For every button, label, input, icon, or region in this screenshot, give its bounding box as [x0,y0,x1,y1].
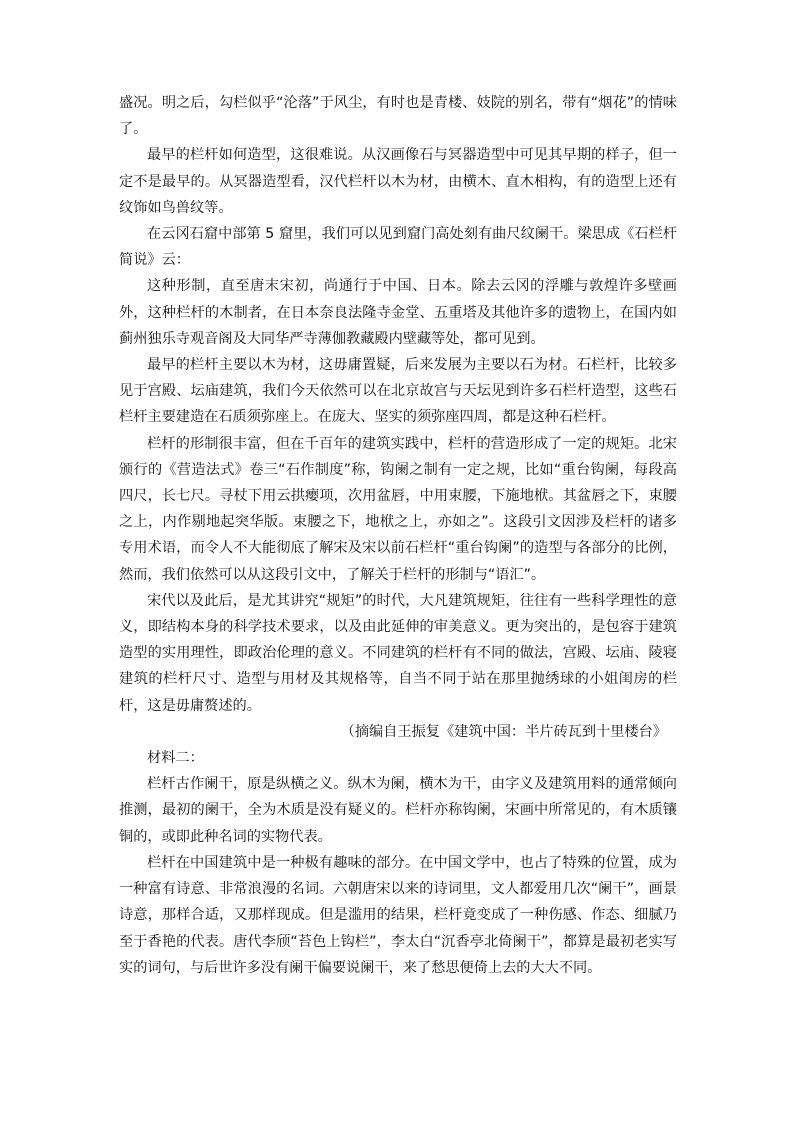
paragraph-continued: 盛况。明之后，勾栏似乎“沦落”于风尘，有时也是青楼、妓院的别名，带有“烟花”的情味了。 [119,95,677,138]
paragraph: 最早的栏杆主要以木为材，这毋庸置疑，后来发展为主要以石为材。石栏杆，比较多见于宫殿、坛庙建筑，我们今天依然可以在北京故宫与天坛见到许多石栏杆造型，这些石栏杆主要建造在石质须弥座上。在庞大、坚实的须弥座四周，都是这种石栏杆。 [119,357,677,426]
material-heading: 材料二： [147,750,204,767]
source-citation: （摘编自王振复《建筑中国：半片砖瓦到十里楼台》 [340,723,667,740]
paragraph: 栏杆的形制很丰富，但在千百年的建筑实践中，栏杆的营造形成了一定的规矩。北宋颁行的《营造法式》卷三“石作制度”称，钩阑之制有一定之规，比如“重台钩阑，每段高四尺，长七尺。寻杖下用云拱瘿项，次用盆唇，中用束腰，下施地栿。其盆唇之下，束腰之上，内作剔地起突华版。束腰之下，地栿之上，亦如之”。这段引文因涉及栏杆的诸多专用术语，而令人不大能彻底了解宋及宋以前石栏杆“重台钩阑”的造型与各部分的比例，然而，我们依然可以从这段引文中，了解关于栏杆的形制与“语汇”。 [119,435,677,583]
paragraph: 最早的栏杆如何造型，这很难说。从汉画像石与冥器造型中可见其早期的样子，但一定不是最早的。从冥器造型看，汉代栏杆以木为材，由横木、直木相构，有的造型上还有纹饰如鸟兽纹等。 [119,147,677,216]
paragraph: 栏杆在中国建筑中是一种极有趣味的部分。在中国文学中，也占了特殊的位置，成为一种富有诗意、非常浪漫的名词。六朝唐宋以来的诗词里，文人都爱用几次“阑干”，画景诗意，那样合适，又那样现成。但是滥用的结果，栏杆竟变成了一种伤感、作态、细腻乃至于香艳的代表。唐代李颀“苔色上钩栏”，李太白“沉香亭北倚阑干”，都算是最初老实写实的词句，与后世许多没有阑干偏要说阑干，来了愁思便倚上去的大大不同。 [119,854,677,976]
paragraph: 宋代以及此后，是尤其讲究“规矩”的时代，大凡建筑规矩，往往有一些科学理性的意义，即结构本身的科学技术要求，以及由此延伸的审美意义。更为突出的，是包容于建筑造型的实用理性，即政治伦理的意义。不同建筑的栏杆有不同的做法，宫殿、坛庙、陵寝建筑的栏杆尺寸、造型与用材及其规格等，自当不同于站在那里抛绣球的小姐闺房的栏杆，这是毋庸赘述的。 [119,592,677,714]
paragraph: 栏杆古作阑干，原是纵横之义。纵木为阑，横木为干，由字义及建筑用料的通常倾向推测，最初的阑干，全为木质是没有疑义的。栏杆亦称钩阑，宋画中所常见的，有木质镶铜的，或即此种名词的实物代表。 [119,776,677,845]
paragraph: 在云冈石窟中部第 5 窟里，我们可以见到窟门高处刻有曲尺纹阑干。梁思成《石栏杆简说》云： [119,226,677,269]
document-body [119,90,677,981]
quoted-paragraph: 这种形制，直至唐末宋初，尚通行于中国、日本。除去云冈的浮雕与敦煌许多壁画外，这种栏杆的木制者，在日本奈良法隆寺金堂、五重塔及其他许多的遗物上，在国内如蓟州独乐寺观音阁及大同华严寺薄伽教藏殿内壁藏等处，都可见到。 [119,278,677,347]
